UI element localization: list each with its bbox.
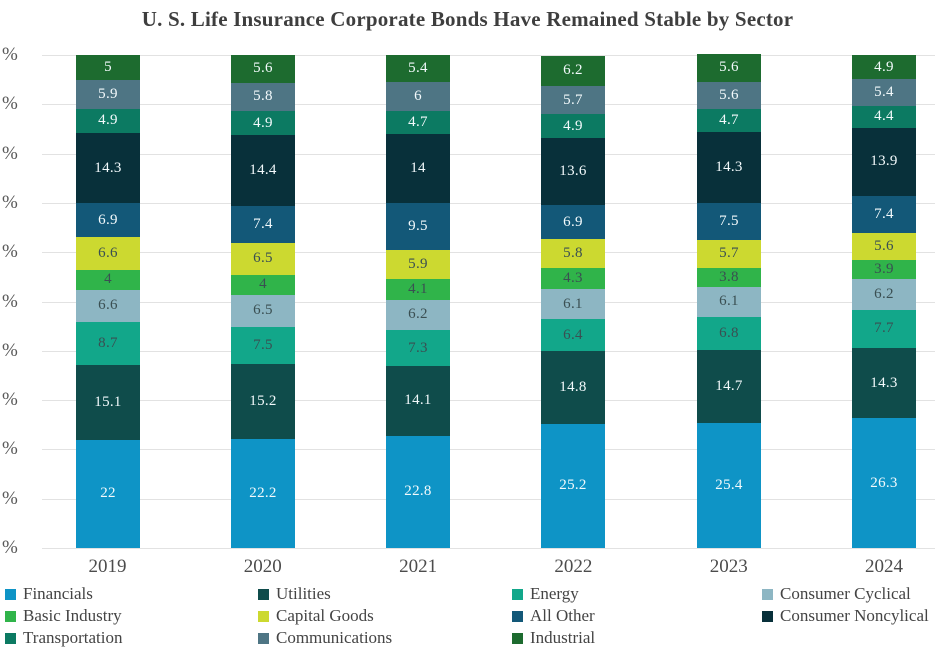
- segment-value-label: 14.7: [715, 378, 743, 395]
- legend-label: Financials: [23, 584, 93, 603]
- segment-value-label: 6.2: [874, 286, 894, 303]
- segment-value-label: 5.7: [563, 91, 583, 108]
- plot-area: [42, 55, 935, 548]
- y-axis-tick-label: %: [2, 339, 18, 361]
- bar-segment-consumer-cyclical: [541, 289, 605, 319]
- bar-segment-transportation: [697, 109, 761, 132]
- bar-segment-consumer-noncylical: [697, 132, 761, 202]
- bar-segment-basic-industry: [697, 268, 761, 287]
- segment-value-label: 3.8: [719, 268, 739, 285]
- legend-column: [5, 583, 123, 649]
- segment-value-label: 22: [100, 485, 116, 502]
- bar-segment-transportation: [231, 111, 295, 135]
- bar-2023: [697, 54, 761, 548]
- bar-segment-financials: [697, 423, 761, 548]
- legend: [0, 583, 935, 654]
- bar-segment-capital-goods: [852, 233, 916, 261]
- segment-value-label: 6.9: [98, 211, 118, 228]
- bar-segment-consumer-cyclical: [386, 300, 450, 331]
- segment-value-label: 5: [104, 58, 112, 75]
- x-axis-label-2022: 2022: [554, 556, 593, 577]
- gridline: [42, 203, 935, 204]
- segment-value-label: 4.7: [408, 114, 428, 131]
- segment-value-label: 26.3: [870, 474, 898, 491]
- segment-value-label: 6.2: [563, 62, 583, 79]
- legend-swatch-icon: [512, 633, 523, 644]
- segment-value-label: 6.5: [253, 302, 273, 319]
- legend-swatch-icon: [258, 589, 269, 600]
- legend-swatch-icon: [5, 589, 16, 600]
- legend-swatch-icon: [762, 611, 773, 622]
- y-axis-tick-label: %: [2, 241, 18, 263]
- bar-2024: [852, 55, 916, 548]
- segment-value-label: 9.5: [408, 218, 428, 235]
- x-axis-label-2020: 2020: [243, 556, 282, 577]
- bar-segment-financials: [386, 436, 450, 548]
- segment-value-label: 3.9: [874, 261, 894, 278]
- segment-value-label: 4.9: [563, 117, 583, 134]
- bar-segment-consumer-noncylical: [852, 128, 916, 197]
- segment-value-label: 6.6: [98, 297, 118, 314]
- gridline: [42, 154, 935, 155]
- segment-value-label: 14: [410, 160, 426, 177]
- bar-segment-industrial: [231, 55, 295, 83]
- bar-segment-consumer-noncylical: [541, 138, 605, 205]
- segment-value-label: 6.4: [563, 326, 583, 343]
- legend-label: Basic Industry: [23, 606, 122, 625]
- legend-label: Utilities: [276, 584, 331, 603]
- bar-segment-consumer-cyclical: [231, 295, 295, 327]
- bar-2021: [386, 55, 450, 548]
- segment-value-label: 5.8: [563, 245, 583, 262]
- y-axis-tick-label: %: [2, 438, 18, 460]
- y-axis-tick-label: %: [2, 191, 18, 213]
- segment-value-label: 5.6: [874, 237, 894, 254]
- segment-value-label: 7.5: [719, 212, 739, 229]
- legend-swatch-icon: [5, 611, 16, 622]
- segment-value-label: 14.1: [404, 392, 432, 409]
- segment-value-label: 7.5: [253, 336, 273, 353]
- segment-value-label: 15.1: [94, 393, 122, 410]
- segment-value-label: 14.3: [715, 159, 743, 176]
- y-axis-tick-label: %: [2, 389, 18, 411]
- bar-segment-industrial: [697, 54, 761, 82]
- y-axis-tick-label: %: [2, 44, 18, 65]
- segment-value-label: 25.4: [715, 476, 743, 493]
- segment-value-label: 6.8: [719, 325, 739, 342]
- bar-segment-industrial: [76, 55, 140, 80]
- legend-item-transportation: [5, 627, 123, 649]
- gridline: [42, 499, 935, 500]
- segment-value-label: 13.9: [870, 153, 898, 170]
- gridline: [42, 55, 935, 56]
- y-axis-tick-label: %: [2, 290, 18, 312]
- segment-value-label: 4.9: [874, 58, 894, 75]
- segment-value-label: 14.3: [870, 374, 898, 391]
- bar-segment-capital-goods: [231, 243, 295, 275]
- legend-label: Capital Goods: [276, 606, 374, 625]
- chart-title: U. S. Life Insurance Corporate Bonds Have Remained Stable by Sector: [141, 7, 794, 31]
- x-axis-label-2023: 2023: [709, 556, 748, 577]
- segment-value-label: 6.6: [98, 245, 118, 262]
- bar-segment-all-other: [852, 196, 916, 232]
- bar-segment-consumer-noncylical: [386, 134, 450, 203]
- legend-item-consumer-cyclical: [762, 583, 929, 605]
- legend-item-all-other: [512, 605, 595, 627]
- legend-item-capital-goods: [258, 605, 392, 627]
- bar-segment-financials: [852, 418, 916, 548]
- segment-value-label: 15.2: [249, 392, 277, 409]
- segment-value-label: 4.7: [719, 112, 739, 129]
- bar-segment-basic-industry: [386, 279, 450, 299]
- bar-segment-financials: [231, 439, 295, 548]
- segment-value-label: 6.1: [563, 295, 583, 312]
- segment-value-label: 4.1: [408, 280, 428, 297]
- x-axis-label-2019: 2019: [88, 556, 127, 577]
- bar-segment-consumer-cyclical: [852, 279, 916, 310]
- bar-2022: [541, 56, 605, 548]
- segment-value-label: 5.6: [253, 60, 273, 77]
- legend-swatch-icon: [512, 611, 523, 622]
- legend-swatch-icon: [258, 633, 269, 644]
- bar-segment-communications: [231, 83, 295, 112]
- bar-segment-utilities: [852, 348, 916, 418]
- bar-segment-utilities: [76, 365, 140, 439]
- segment-value-label: 22.2: [249, 484, 277, 501]
- bar-segment-all-other: [76, 203, 140, 237]
- segment-value-label: 5.6: [719, 59, 739, 76]
- bar-segment-all-other: [386, 203, 450, 250]
- segment-value-label: 5.9: [98, 85, 118, 102]
- bar-segment-consumer-cyclical: [697, 287, 761, 317]
- segment-value-label: 4.9: [98, 112, 118, 129]
- bar-2020: [231, 55, 295, 548]
- legend-label: Industrial: [530, 628, 596, 647]
- bar-segment-energy: [386, 330, 450, 366]
- bar-segment-all-other: [697, 203, 761, 240]
- legend-label: Consumer Noncylical: [780, 606, 929, 625]
- segment-value-label: 7.3: [408, 339, 428, 356]
- legend-label: Energy: [530, 584, 579, 603]
- legend-label: All Other: [530, 606, 595, 625]
- bar-2019: [76, 55, 140, 548]
- bar-segment-financials: [76, 440, 140, 548]
- segment-value-label: 22.8: [404, 483, 432, 500]
- legend-swatch-icon: [762, 589, 773, 600]
- gridline: [42, 104, 935, 105]
- legend-item-financials: [5, 583, 123, 605]
- segment-value-label: 5.7: [719, 245, 739, 262]
- bar-segment-industrial: [386, 55, 450, 82]
- legend-label: Consumer Cyclical: [780, 584, 911, 603]
- gridline: [42, 351, 935, 352]
- segment-value-label: 6.9: [563, 213, 583, 230]
- segment-value-label: 25.2: [559, 477, 587, 494]
- y-axis-tick-label: %: [2, 93, 18, 115]
- segment-value-label: 14.4: [249, 162, 277, 179]
- bar-segment-utilities: [697, 350, 761, 422]
- bar-segment-basic-industry: [76, 270, 140, 290]
- bar-segment-transportation: [541, 114, 605, 138]
- segment-value-label: 14.8: [559, 378, 587, 395]
- y-axis-tick-label: %: [2, 487, 18, 509]
- bar-segment-transportation: [386, 111, 450, 134]
- legend-column: [512, 583, 595, 649]
- gridline: [42, 302, 935, 303]
- legend-item-basic-industry: [5, 605, 123, 627]
- segment-value-label: 5.6: [719, 87, 739, 104]
- bar-segment-all-other: [541, 205, 605, 239]
- segment-value-label: 4: [259, 276, 267, 293]
- bar-segment-industrial: [852, 55, 916, 79]
- legend-label: Communications: [276, 628, 393, 647]
- segment-value-label: 8.7: [98, 335, 118, 352]
- legend-item-industrial: [512, 627, 595, 649]
- bar-segment-communications: [76, 80, 140, 109]
- bar-segment-industrial: [541, 56, 605, 87]
- bar-segment-energy: [852, 310, 916, 348]
- bar-segment-basic-industry: [231, 275, 295, 295]
- legend-swatch-icon: [5, 633, 16, 644]
- bar-segment-transportation: [852, 106, 916, 128]
- segment-value-label: 6.5: [253, 250, 273, 267]
- segment-value-label: 7.4: [874, 205, 894, 222]
- bar-segment-basic-industry: [541, 268, 605, 289]
- gridline: [42, 252, 935, 253]
- bar-segment-communications: [386, 82, 450, 112]
- legend-item-energy: [512, 583, 595, 605]
- segment-value-label: 5.8: [253, 88, 273, 105]
- gridline: [42, 548, 935, 549]
- segment-value-label: 6.2: [408, 306, 428, 323]
- gridline: [42, 449, 935, 450]
- legend-item-communications: [258, 627, 392, 649]
- bar-segment-all-other: [231, 206, 295, 242]
- bar-segment-utilities: [231, 364, 295, 439]
- segment-value-label: 4: [104, 271, 112, 288]
- bar-segment-capital-goods: [76, 237, 140, 270]
- legend-column: [258, 583, 392, 649]
- segment-value-label: 5.4: [874, 84, 894, 101]
- y-axis-tick-label: %: [2, 142, 18, 164]
- segment-value-label: 4.3: [563, 270, 583, 287]
- bar-segment-utilities: [386, 366, 450, 436]
- bar-segment-transportation: [76, 109, 140, 133]
- segment-value-label: 4.4: [874, 108, 894, 125]
- segment-value-label: 7.4: [253, 216, 273, 233]
- segment-value-label: 6.1: [719, 293, 739, 310]
- segment-value-label: 6: [414, 87, 422, 104]
- legend-item-utilities: [258, 583, 392, 605]
- segment-value-label: 13.6: [559, 163, 587, 180]
- bar-segment-capital-goods: [386, 250, 450, 279]
- bar-segment-energy: [541, 319, 605, 351]
- x-axis-label-2024: 2024: [865, 556, 903, 577]
- bar-segment-utilities: [541, 351, 605, 424]
- bar-segment-energy: [231, 327, 295, 364]
- bar-segment-financials: [541, 424, 605, 548]
- bar-segment-consumer-noncylical: [76, 133, 140, 203]
- y-axis-tick-label: %: [2, 537, 18, 558]
- bar-segment-communications: [541, 86, 605, 114]
- bar-segment-capital-goods: [541, 239, 605, 268]
- segment-value-label: 14.3: [94, 159, 122, 176]
- segment-value-label: 4.9: [253, 114, 273, 131]
- gridline: [42, 400, 935, 401]
- bar-segment-energy: [76, 322, 140, 365]
- legend-item-consumer-noncylical: [762, 605, 929, 627]
- bar-segment-capital-goods: [697, 240, 761, 268]
- bar-segment-energy: [697, 317, 761, 351]
- segment-value-label: 7.7: [874, 320, 894, 337]
- segment-value-label: 5.9: [408, 256, 428, 273]
- bar-segment-consumer-noncylical: [231, 135, 295, 206]
- bar-segment-consumer-cyclical: [76, 290, 140, 323]
- bar-segment-basic-industry: [852, 260, 916, 279]
- legend-swatch-icon: [512, 589, 523, 600]
- segment-value-label: 5.4: [408, 59, 428, 76]
- x-axis-label-2021: 2021: [399, 556, 438, 577]
- bar-segment-communications: [697, 82, 761, 110]
- legend-swatch-icon: [258, 611, 269, 622]
- legend-column: [762, 583, 929, 627]
- bar-segment-communications: [852, 79, 916, 106]
- legend-label: Transportation: [23, 628, 123, 647]
